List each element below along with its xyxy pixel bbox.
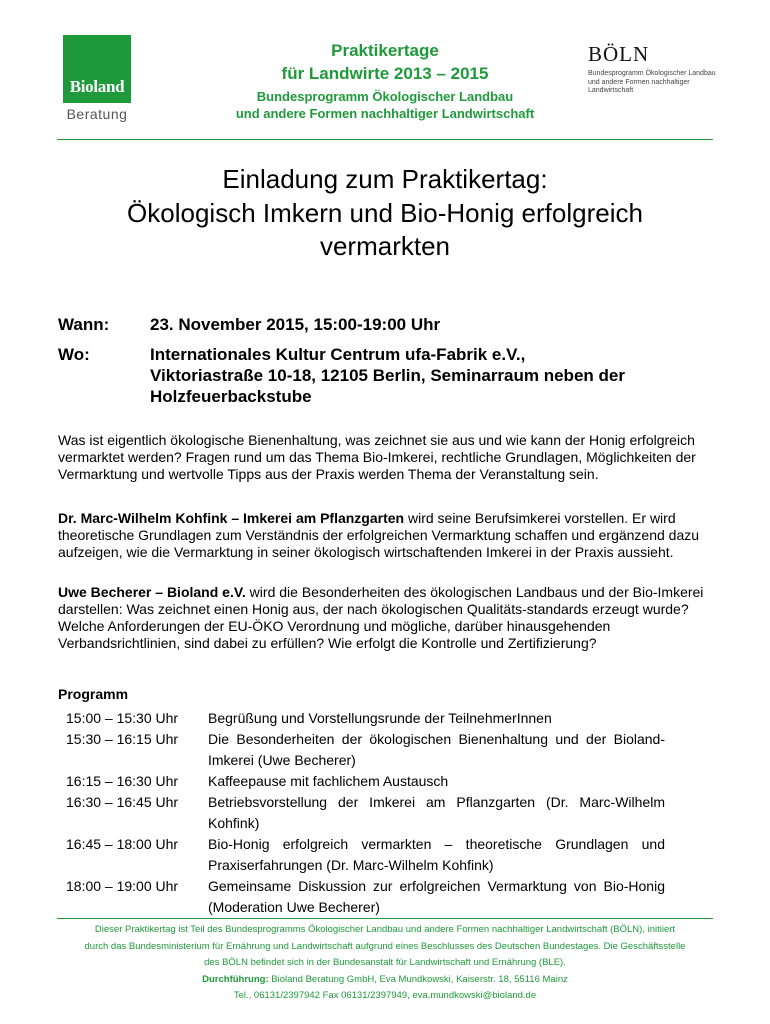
bioland-logo-text: Bioland [69,77,125,96]
title-line-1: Einladung zum Praktikertag: [222,164,548,194]
speaker1-paragraph [58,510,718,561]
footer-line-3: des BÖLN befindet sich in der Bundesanstalt für Landwirtschaft und Ernährung (BLE). [204,957,566,968]
header-title-block [160,40,610,122]
program-item [66,876,666,918]
page-footer [50,922,720,1005]
program-description: Begrüßung und Vorstellungsrunde der TeilnehmerInnen [208,710,552,726]
page-header [0,0,770,140]
boeln-logo-title: BÖLN [588,42,650,66]
title-line-3: vermarkten [319,231,451,261]
speaker2-name: Uwe Becherer – Bioland e.V. [58,584,246,600]
program-item [66,771,666,792]
bioland-logo-subtitle: Beratung [66,106,128,122]
program-description: Kaffeepause mit fachlichem Austausch [208,773,449,789]
where-line-3: Holzfeuerbackstube [150,387,312,406]
where-line-2: Viktoriastraße 10-18, 12105 Berlin, Seminarraum neben der [150,366,625,385]
speaker2-paragraph [58,584,718,652]
speaker1-text: wird seine Berufsimkerei vorstellen. Er wird theoretische Grundlagen zum Verständnis der erfolgreichen Vermarktung schaffen und ergänzend dazu aufzeigen, wie die Vermarktung in seiner ökologisch wirtschaftenden Imkerei in der Praxis aussieht. [58,510,700,560]
where-line-1: Internationales Kultur Centrum ufa-Fabrik e.V., [150,345,526,364]
program-time: 18:00 – 19:00 Uhr [66,878,179,894]
program-heading: Programm [58,686,129,702]
boeln-logo [588,42,728,96]
header-line-4: und andere Formen nachhaltiger Landwirtschaft [235,106,535,121]
program-time: 16:45 – 18:00 Uhr [66,836,179,852]
program-description: Gemeinsame Diskussion zur erfolgreichen Vermarktung von Bio-Honig (Moderation Uwe Becherer) [208,878,665,915]
footer-organizer-label: Durchführung: [202,973,269,985]
intro-paragraph: Was ist eigentlich ökologische Bienenhaltung, was zeichnet sie aus und wie kann der Honig erfolgreich vermarktet werden? Fragen rund um das Thema Bio-Imkerei, rechtliche Grundlagen, Möglichkeiten der Vermarktung und wertvolle Tipps aus der Praxis werden Thema der Veranstaltung sein. [58,432,696,482]
program-description: Die Besonderheiten der ökologischen Bienenhaltung und der Bioland-Imkerei (Uwe Becherer) [208,731,665,768]
program-time: 16:15 – 16:30 Uhr [66,773,179,789]
header-divider [57,139,713,140]
where-label: Wo: [58,345,90,364]
footer-line-4 [50,972,720,989]
footer-line-2: durch das Bundesministerium für Ernährung und Landwirtschaft aufgrund eines Beschlusses des Deutschen Bundestages. Die Geschäftsstelle [84,940,686,952]
header-line-2: für Landwirte 2013 – 2015 [281,64,489,83]
footer-organizer-text: Bioland Beratung GmbH, Eva Mundkowski, Kaiserstr. 18, 55116 Mainz [268,973,568,985]
title-line-2: Ökologisch Imkern und Bio-Honig erfolgreich [127,198,643,228]
footer-line-1: Dieser Praktikertag ist Teil des Bundesprogramms Ökologischer Landbau und andere Formen nachhaltiger Landwirtschaft (BÖLN), initiiert [94,924,676,935]
speaker2-text: wird die Besonderheiten des ökologischen Landbaus und der Bio-Imkerei darstellen: Was zeichnet einen Honig aus, der nach ökologischen Qualitäts-standards erzeugt wurde? Welche Anforderungen der EU-ÖKO Verordnung und mögliche, darüber hinausgehenden Verbandsrichtlinien, sind dabei zu erfüllen? Wie erfolgt die Kontrolle und Zertifizierung? [58,584,704,651]
program-description: Betriebsvorstellung der Imkerei am Pflanzgarten (Dr. Marc-Wilhelm Kohfink) [208,794,665,831]
when-value: 23. November 2015, 15:00-19:00 Uhr [150,315,441,334]
program-item [66,792,666,834]
where-row [58,344,718,410]
program-time: 16:30 – 16:45 Uhr [66,794,179,810]
header-line-3: Bundesprogramm Ökologischer Landbau [256,89,514,104]
footer-divider [57,918,713,919]
program-time: 15:30 – 16:15 Uhr [66,731,179,747]
when-label: Wann: [58,315,110,334]
boeln-logo-subtitle: Bundesprogramm Ökologischer Landbau und andere Formen nachhaltiger Landwirtschaft [588,70,716,94]
program-item [66,834,666,876]
bioland-logo [63,35,131,127]
header-line-1: Praktikertage [331,41,439,60]
where-value [150,344,710,407]
page-title [40,162,730,263]
speaker1-name: Dr. Marc-Wilhelm Kohfink – Imkerei am Pflanzgarten [58,510,405,526]
program-item [66,729,666,771]
program-time: 15:00 – 15:30 Uhr [66,710,179,726]
footer-contact: Tel., 06131/2397942 Fax 06131/2397949, eva.mundkowski@bioland.de [233,990,537,1001]
program-description: Bio-Honig erfolgreich vermarkten – theoretische Grundlagen und Praxiserfahrungen (Dr. Marc-Wilhelm Kohfink) [208,836,665,873]
program-item [66,708,666,729]
when-row [58,314,718,338]
bioland-logo-box [63,35,131,103]
